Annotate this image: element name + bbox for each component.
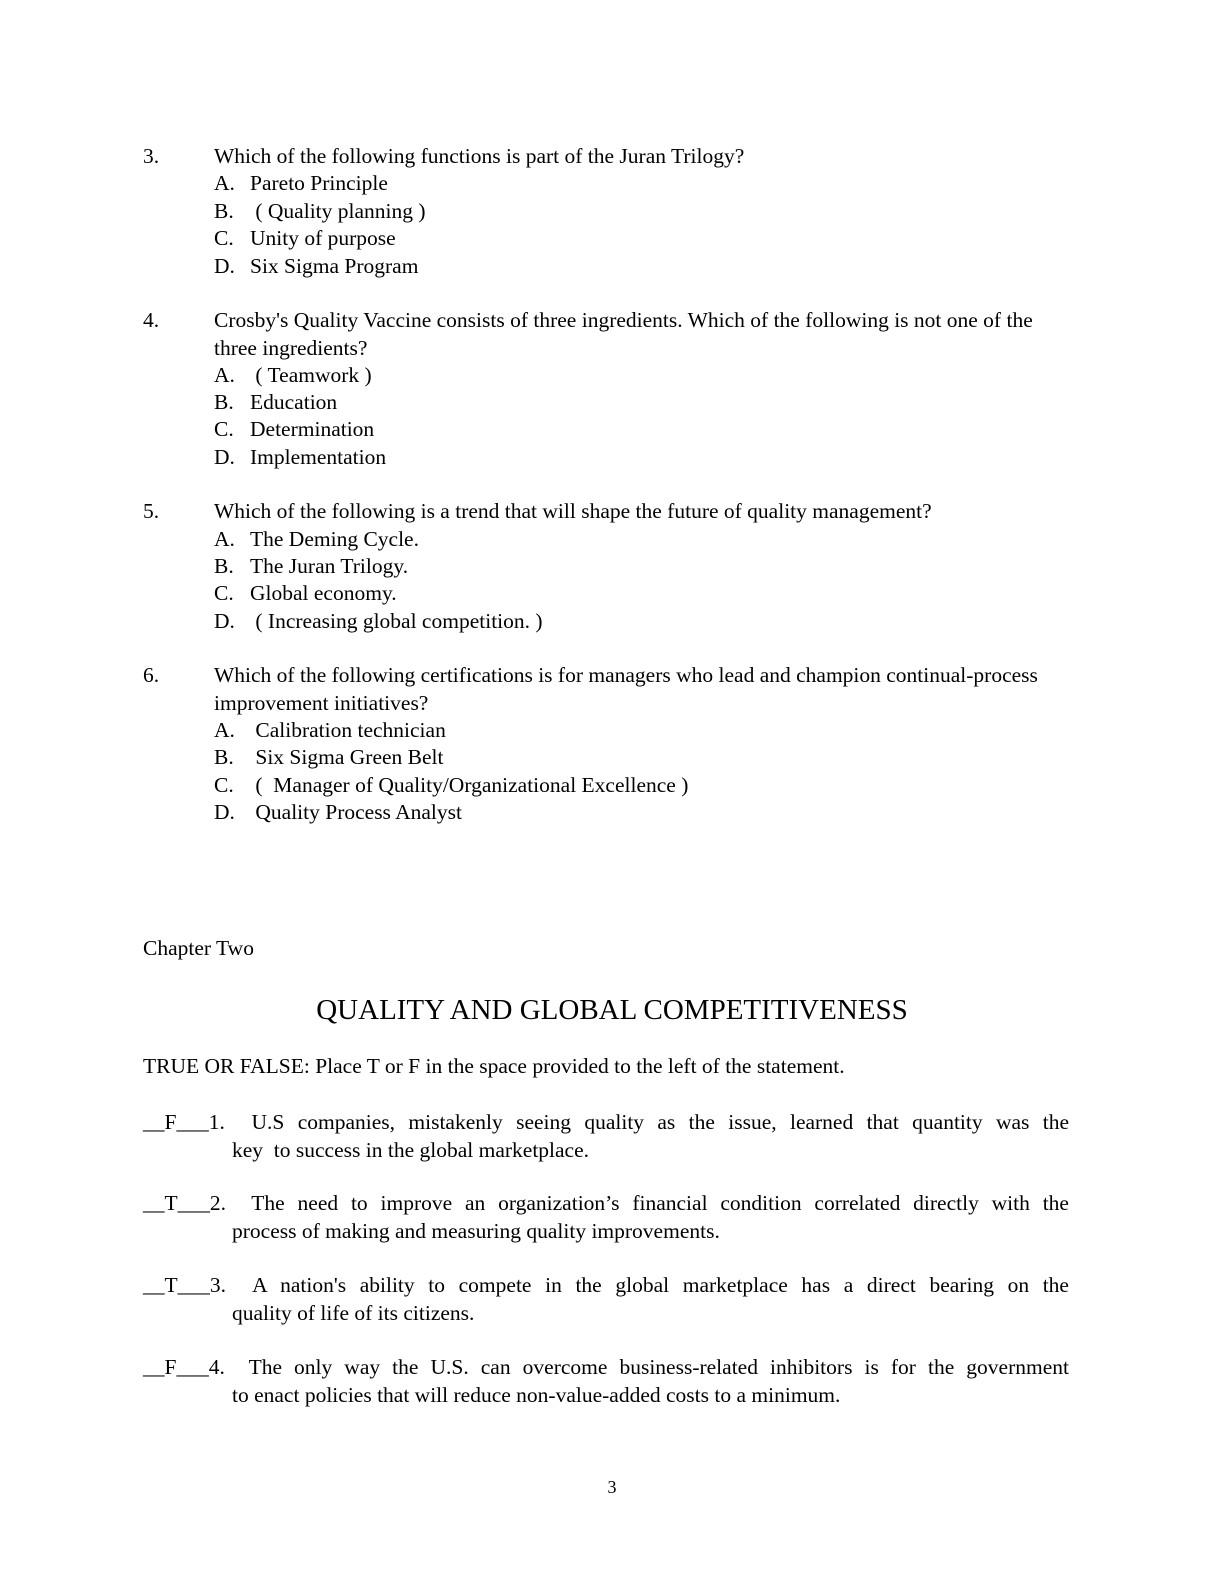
- answer-option-selected: [214, 198, 426, 226]
- option-letter: D.: [214, 609, 235, 633]
- statement-continuation: key to success in the global marketplace.: [232, 1137, 590, 1162]
- answer-option-selected: [214, 608, 543, 636]
- question-text: Crosby's Quality Vaccine consists of three ingredients. Which of the following is not one of the three ingredients?: [214, 308, 1033, 360]
- option-text: Six Sigma Green Belt: [250, 745, 444, 769]
- option-letter: B.: [214, 554, 234, 578]
- chapter-title: QUALITY AND GLOBAL COMPETITIVENESS: [316, 994, 908, 1026]
- option-text: Determination: [250, 417, 375, 441]
- option-text: Quality Process Analyst: [250, 800, 462, 824]
- answer-option: [214, 416, 374, 444]
- statement-text: U.S companies, mistakenly seeing quality as the issue, learned that quantity was the: [251, 1110, 1069, 1134]
- statement-continuation: process of making and measuring quality improvements.: [232, 1218, 720, 1243]
- question-number: 4.: [143, 308, 160, 332]
- option-letter: B.: [214, 745, 234, 769]
- answer-option-selected: [214, 772, 688, 800]
- option-letter: C.: [214, 226, 234, 250]
- option-letter: D.: [214, 254, 235, 278]
- option-text: Global economy.: [250, 581, 397, 605]
- option-text: Unity of purpose: [250, 226, 396, 250]
- true-false-item-4: [143, 1354, 1069, 1409]
- true-false-item-3: [143, 1272, 1069, 1327]
- option-letter: B.: [214, 390, 234, 414]
- answer-option: [214, 553, 408, 581]
- option-text: ( Quality planning ): [250, 199, 426, 223]
- statement-text: The only way the U.S. can overcome business-related inhibitors is for the government: [248, 1355, 1069, 1379]
- option-letter: C.: [214, 581, 234, 605]
- answer-option: [214, 717, 446, 745]
- option-letter: B.: [214, 199, 234, 223]
- option-letter: D.: [214, 445, 235, 469]
- option-letter: C.: [214, 417, 234, 441]
- option-text: ( Increasing global competition. ): [250, 609, 543, 633]
- statement-continuation: to enact policies that will reduce non-value-added costs to a minimum.: [232, 1382, 841, 1407]
- answer-option: [214, 444, 386, 472]
- answer-option: [214, 744, 443, 772]
- answer-blank: __T___2.: [143, 1191, 227, 1215]
- statement-text: A nation's ability to compete in the global marketplace has a direct bearing on the: [252, 1273, 1069, 1297]
- answer-blank: __F___4.: [143, 1355, 225, 1379]
- option-text: Calibration technician: [250, 718, 446, 742]
- question-text: Which of the following functions is part of the Juran Trilogy?: [214, 144, 745, 168]
- answer-option: [214, 526, 419, 554]
- page-number: 3: [607, 1477, 617, 1497]
- true-false-item-2: [143, 1190, 1069, 1245]
- option-text: Pareto Principle: [250, 171, 388, 195]
- question-number: 3.: [143, 144, 160, 168]
- option-letter: A.: [214, 718, 235, 742]
- option-letter: A.: [214, 171, 235, 195]
- option-text: ( Teamwork ): [250, 363, 372, 387]
- true-false-instructions: TRUE OR FALSE: Place T or F in the space provided to the left of the statement.: [143, 1054, 845, 1078]
- option-text: Implementation: [250, 445, 387, 469]
- option-text: Six Sigma Program: [250, 254, 419, 278]
- statement-text: The need to improve an organization’s financial condition correlated directly with the: [251, 1191, 1069, 1215]
- statement-continuation: quality of life of its citizens.: [232, 1300, 475, 1325]
- answer-blank: __F___1.: [143, 1110, 225, 1134]
- option-text: The Juran Trilogy.: [250, 554, 409, 578]
- question-text: Which of the following certifications is for managers who lead and champion continual-process improvement initiatives?: [214, 663, 1038, 715]
- question-number: 6.: [143, 663, 160, 687]
- option-letter: A.: [214, 527, 235, 551]
- answer-option: [214, 799, 462, 827]
- answer-option: [214, 170, 388, 198]
- answer-option: [214, 389, 337, 417]
- option-letter: C.: [214, 773, 234, 797]
- chapter-label: Chapter Two: [143, 936, 254, 960]
- true-false-item-1: [143, 1109, 1069, 1164]
- option-text: The Deming Cycle.: [250, 527, 419, 551]
- question-number: 5.: [143, 499, 160, 523]
- option-text: ( Manager of Quality/Organizational Excellence ): [250, 773, 689, 797]
- answer-option: [214, 225, 396, 253]
- option-letter: A.: [214, 363, 235, 387]
- question-text: Which of the following is a trend that will shape the future of quality management?: [214, 499, 932, 523]
- answer-option-selected: [214, 362, 372, 390]
- answer-blank: __T___3.: [143, 1273, 227, 1297]
- option-letter: D.: [214, 800, 235, 824]
- answer-option: [214, 253, 418, 281]
- option-text: Education: [250, 390, 338, 414]
- answer-option: [214, 580, 397, 608]
